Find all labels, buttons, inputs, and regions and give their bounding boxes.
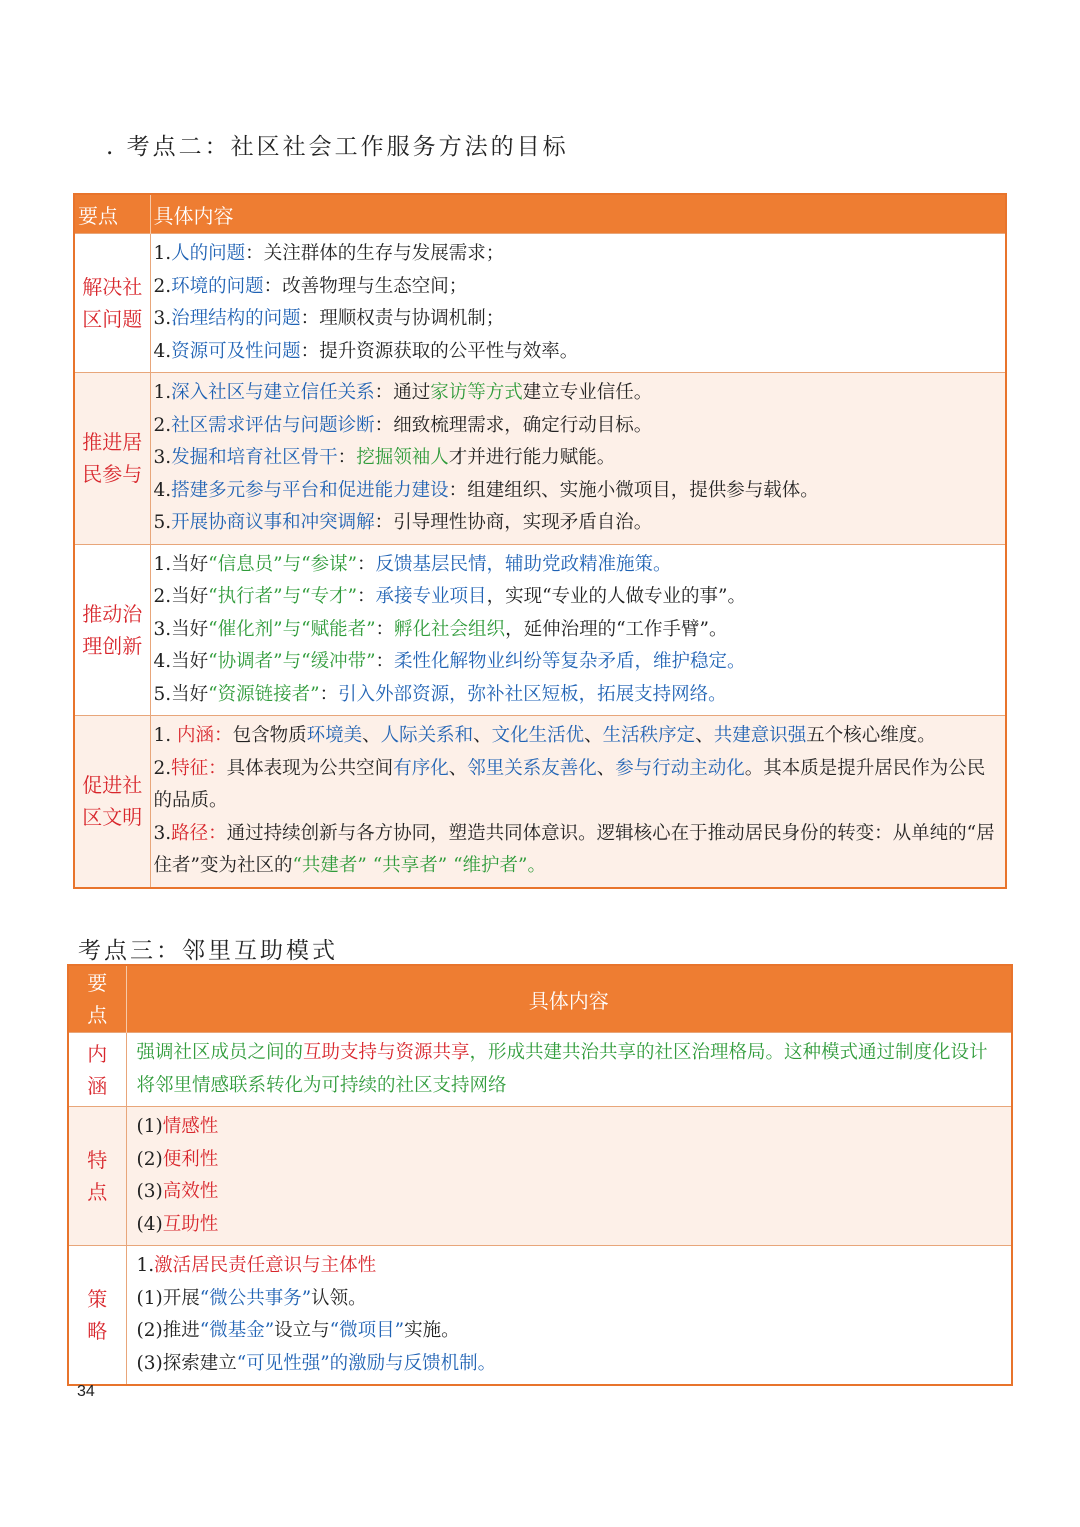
list-item: 1.人的问题：关注群体的生存与发展需求；: [153, 243, 505, 264]
row-content: [126, 1033, 1012, 1107]
row-content: [150, 544, 1006, 716]
table-header: [68, 965, 1012, 1033]
row-key: [74, 544, 150, 716]
key-line: 推动治: [82, 601, 143, 626]
row-content: [126, 1107, 1012, 1246]
section2-heading: . 考点二：社区社会工作服务方法的目标: [106, 134, 569, 160]
header-content: 具体内容: [150, 194, 1006, 234]
row-key: [74, 373, 150, 545]
row-content: [150, 234, 1006, 373]
list-item: 4.搭建多元参与平台和促进能力建设：组建组织、实施小微项目，提供参与载体。: [153, 479, 819, 501]
goals-table: [73, 193, 1007, 889]
list-item: (4)互助性: [136, 1213, 219, 1235]
table-row: [74, 544, 1006, 716]
list-item: 1.当好“信息员”与“参谋”：反馈基层民情，辅助党政精准施策。: [153, 553, 672, 575]
list-item: (1)开展“微公共事务”认领。: [136, 1287, 367, 1309]
table-row: [68, 1107, 1012, 1246]
key-line: 区问题: [82, 307, 143, 331]
list-item: (2)便利性: [136, 1148, 219, 1170]
list-item: 1. 内涵：包含物质环境美、人际关系和、文化生活优、生活秩序定、共建意识强五个核心维度。: [153, 725, 936, 746]
list-item: 2.社区需求评估与问题诊断：细致梳理需求，确定行动目标。: [153, 414, 653, 436]
key-text: 内 涵: [87, 1041, 108, 1098]
row-key: [74, 234, 150, 373]
table-header: [74, 194, 1006, 234]
key-line: 民参与: [82, 462, 143, 487]
key-text: 策 略: [87, 1287, 108, 1343]
list-item: (3)探索建立“可见性强”的激励与反馈机制。: [136, 1352, 497, 1374]
row-content: [150, 716, 1006, 888]
row-key: [68, 1246, 126, 1386]
table-row: [68, 1246, 1012, 1386]
list-item: (2)推进“微基金”设立与“微项目”实施。: [136, 1320, 460, 1341]
key-line: 推进居: [82, 430, 143, 455]
key-line: 理创新: [82, 633, 143, 658]
list-item: 4.资源可及性问题：提升资源获取的公平性与效率。: [153, 340, 579, 362]
strategy-title: 1.激活居民责任意识与主体性: [136, 1255, 377, 1276]
mutual-aid-table: [67, 964, 1013, 1386]
page-number: 34: [77, 1383, 95, 1400]
header-key: 要点: [74, 194, 150, 234]
row-key: [74, 716, 150, 888]
list-item: 2.当好“执行者”与“专才”：承接专业项目，实现“专业的人做专业的事”。: [153, 586, 746, 607]
list-item: 5.开展协商议事和冲突调解：引导理性协商，实现矛盾自治。: [153, 512, 653, 533]
list-item: 3.路径：通过持续创新与各方协同，塑造共同体意识。逻辑核心在于推动居民身份的转变：从单纯的“居住者”变为社区的“共建者” “共享者” “维护者”。: [153, 822, 995, 876]
key-line: 解决社: [82, 275, 143, 299]
list-item: 3.当好“催化剂”与“赋能者”：孵化社会组织，延伸治理的“工作手臂”。: [153, 618, 728, 640]
row-key: [68, 1107, 126, 1246]
list-item: 5.当好“资源链接者”：引入外部资源，弥补社区短板，拓展支持网络。: [153, 683, 727, 705]
list-item: 4.当好“协调者”与“缓冲带”：柔性化解物业纠纷等复杂矛盾，维护稳定。: [153, 651, 746, 672]
table-row: [68, 1033, 1012, 1107]
row-content: [150, 373, 1006, 545]
list-item: 3.发掘和培育社区骨干：挖掘领袖人才并进行能力赋能。: [153, 447, 616, 468]
list-item: 1.深入社区与建立信任关系：通过家访等方式建立专业信任。: [153, 382, 653, 403]
table-row: [74, 373, 1006, 545]
definition-text: 强调社区成员之间的互助支持与资源共享，形成共建共治共享的社区治理格局。这种模式通过制度化设计将邻里情感联系转化为可持续的社区支持网络: [136, 1042, 988, 1096]
list-item: 3.治理结构的问题：理顺权责与协调机制；: [153, 308, 505, 329]
header-content: 具体内容: [126, 965, 1012, 1033]
list-item: (3)高效性: [136, 1181, 219, 1202]
list-item: (1)情感性: [136, 1116, 219, 1137]
list-item: 2.特征：具体表现为公共空间有序化、邻里关系友善化、参与行动主动化。其本质是提升居民作为公民的品质。: [153, 757, 986, 811]
row-content: [126, 1246, 1012, 1386]
header-key-text: 要 点: [87, 971, 108, 1027]
table-row: [74, 234, 1006, 373]
key-line: 促进社: [82, 773, 143, 798]
row-key: [68, 1033, 126, 1107]
table-row: [74, 716, 1006, 888]
key-line: 区文明: [82, 805, 143, 830]
section3-heading: 考点三：邻里互助模式: [78, 938, 338, 964]
header-key: [68, 965, 126, 1033]
list-item: 2.环境的问题：改善物理与生态空间；: [153, 275, 468, 297]
key-text: 特 点: [87, 1148, 108, 1204]
